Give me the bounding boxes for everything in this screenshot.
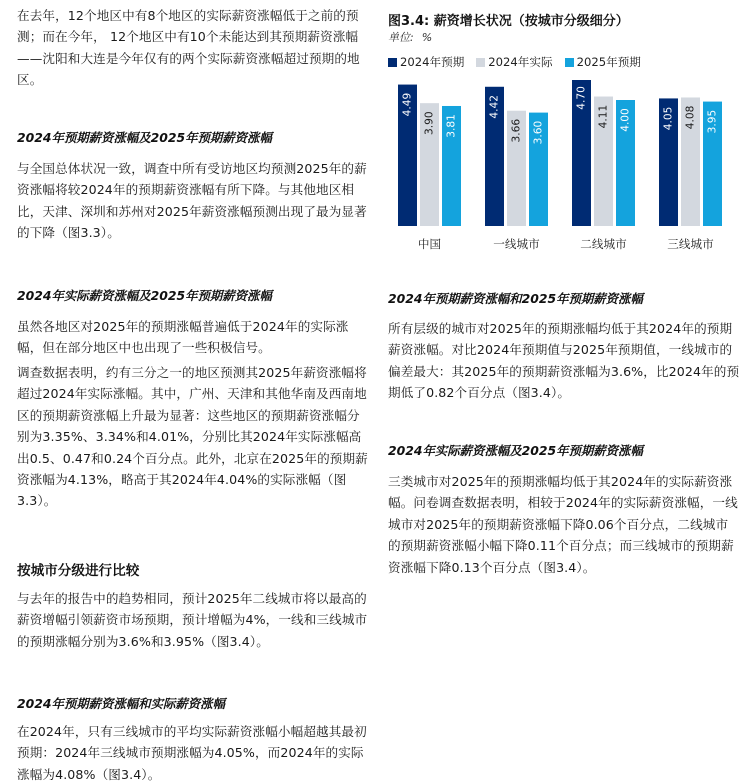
legend-swatch-2025-expected [565, 58, 574, 67]
subheading-right-2024-vs-2025-expected: 2024年预期薪资涨幅和2025年预期薪资涨幅 [388, 291, 643, 306]
category-label-china: 中国 [417, 237, 442, 251]
legend-item-2025-expected [565, 54, 641, 70]
paragraph-city-tier-trend: 与去年的报告中的趋势相同，预计2025年二线城市将以最高的薪资增幅引领薪资市场预期，预计增幅为4%，一线和三线城市的预期涨幅分别为3.6%和3.95%（图3.4）。 [17, 591, 368, 649]
paragraph-positive-signals: 虽然各地区对2025年的预期涨幅普遍低于2024年的实际涨幅，但在部分地区中也出现了一些积极信号。 [17, 319, 349, 356]
category-label-tier-2: 二线城市 [580, 237, 627, 251]
paragraph-survey-data: 调查数据表明，约有三分之一的地区预测其2025年薪资涨幅将超过2024年实际涨幅。其中，广州、天津和其他华南及西南地区的预期薪资涨幅上升最为显著：这些地区的预期薪资涨幅分别为3.35%、3.34%和4.01%，分别比其2024年实际涨幅高出0.5、0.47和0.24个百分点。此外，北京在2025年的预期薪资涨幅为4.13%，略高于其2024年4.04%的实际涨幅（图3.3）。 [17, 365, 368, 509]
legend-label-2024-expected: 2024年预期 [400, 55, 465, 69]
unit-value: % [421, 31, 433, 44]
subheading-right-2024-actual-vs-2025-expected: 2024年实际薪资涨幅及2025年预期薪资涨幅 [388, 443, 643, 458]
paragraph-intro: 在去年，12个地区中有8个地区的实际薪资涨幅低于之前的预测；而在今年， 12个地区中有10个未能达到其预期薪资涨幅——沈阳和大连是今年仅有的两个实际薪资涨幅超过预期的地区。 [17, 8, 360, 88]
paragraph-right-tiers-expected: 所有层级的城市对2025年的预期涨幅均低于其2024年的预期薪资涨幅。对比2024年预期值与2025年预期值，一线城市的偏差最大：其2025年的预期薪资涨幅为3.6%，比2024年的预期低了0.82个百分点（图3.4）。 [388, 321, 740, 401]
paragraph-right-tiers-actual: 三类城市对2025年的预期涨幅均低于其2024年的实际薪资涨幅。问卷调查数据表明，相较于2024年的实际薪资涨幅，一线城市对2025年的预期薪资涨幅下降0.06个百分点，二线城市的预期薪资涨幅小幅下降0.11个百分点；而三线城市的预期薪资涨幅下降0.13个百分点（图3.4）。 [388, 474, 738, 575]
bar-chart [388, 80, 728, 260]
unit-label: 单位: [388, 31, 414, 44]
data-label-tier-2-2024-actual: 4.11 [597, 104, 610, 129]
paragraph-regional-decline: 与全国总体状况一致，调查中所有受访地区均预测2025年的薪资涨幅将较2024年的预期薪资涨幅有所下降。与其他地区相比，天津、深圳和苏州对2025年薪资涨幅预测出现了最为显著的下降（图3.3）。 [17, 161, 367, 241]
data-label-china-2025-expected: 3.81 [445, 114, 458, 138]
legend-label-2024-actual: 2024年实际 [488, 55, 553, 69]
data-label-tier-1-2024-actual: 3.66 [510, 118, 523, 143]
paragraph-third-tier: 在2024年，只有三线城市的平均实际薪资涨幅小幅超越其最初预期：2024年三线城市预期涨幅为4.05%，而2024年的实际涨幅为4.08%（图3.4）。 [17, 724, 367, 782]
legend-item-2024-expected [388, 54, 464, 70]
data-label-tier-1-2025-expected: 3.60 [532, 120, 545, 145]
figure-title: 图3.4: 薪资增长状况（按城市分级细分） [388, 14, 629, 29]
data-label-tier-3-2025-expected: 3.95 [706, 109, 719, 134]
data-label-tier-2-2024-expected: 4.70 [575, 86, 588, 110]
data-label-tier-1-2024-expected: 4.42 [488, 94, 501, 119]
category-label-tier-3: 三线城市 [667, 237, 714, 251]
subheading-2024-actual-vs-2025-expected: 2024年实际薪资涨幅及2025年预期薪资涨幅 [17, 288, 272, 303]
data-label-tier-2-2025-expected: 4.00 [619, 108, 632, 132]
figure-unit [388, 29, 432, 45]
data-label-tier-3-2024-actual: 4.08 [684, 105, 697, 130]
chart-legend [388, 54, 653, 70]
legend-swatch-2024-expected [388, 58, 397, 67]
legend-swatch-2024-actual [476, 58, 485, 67]
subheading-2024-expected-vs-actual: 2024年预期薪资涨幅和实际薪资涨幅 [17, 696, 225, 711]
data-label-tier-3-2024-expected: 4.05 [662, 106, 675, 131]
data-label-china-2024-expected: 4.49 [401, 92, 414, 117]
category-label-tier-1: 一线城市 [493, 237, 540, 251]
legend-label-2025-expected: 2025年预期 [576, 55, 641, 69]
section-heading-city-tier: 按城市分级进行比较 [17, 563, 140, 579]
subheading-2024-vs-2025-expected: 2024年预期薪资涨幅及2025年预期薪资涨幅 [17, 130, 272, 145]
data-label-china-2024-actual: 3.90 [423, 111, 436, 135]
legend-item-2024-actual [476, 54, 552, 70]
